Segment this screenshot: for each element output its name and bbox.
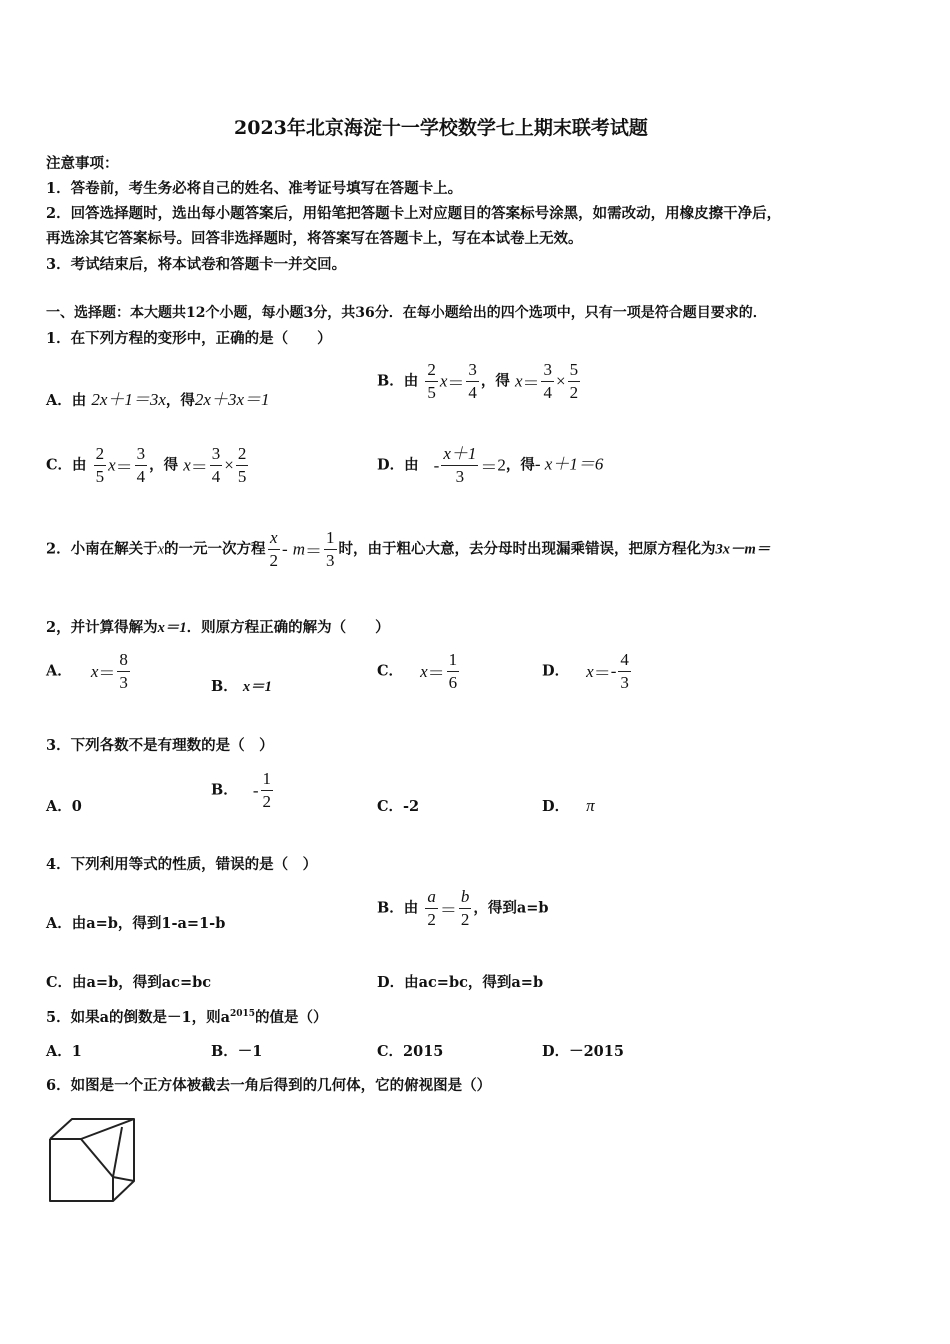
equation: 2x＋1＝3x bbox=[91, 390, 166, 409]
fraction: $\frac{3}{4}$ bbox=[468, 360, 477, 402]
fraction: $\frac{x+1}{3}$ bbox=[443, 444, 477, 486]
fraction: $\frac{3}{4}$ bbox=[543, 360, 552, 402]
option-label: B．由 bbox=[377, 899, 419, 917]
fraction: $\frac{4}{3}$ bbox=[620, 650, 629, 692]
fraction: $\frac{a}{2}$ bbox=[427, 887, 436, 929]
fraction: $\frac{b}{2}$ bbox=[460, 887, 470, 929]
option-label: B． bbox=[211, 781, 238, 799]
q1-option-c[interactable]: C．由 $\frac{2}{5}$ x＝ $\frac{3}{4}$ ，得 x＝ $\frac{3}{4}$ × $\frac{2}{5}$ bbox=[46, 444, 247, 486]
notice-item: 2．回答选择题时，选出每小题答案后，用铅笔把答题卡上对应题目的答案标号涂黑，如需改动，用橡皮擦干净后， bbox=[46, 205, 782, 222]
fraction: $\frac{2}{5}$ bbox=[237, 444, 247, 486]
q2-option-c[interactable]: C． x＝ $\frac{1}{6}$ bbox=[377, 650, 458, 692]
q2-option-b[interactable]: B． x＝1 bbox=[211, 678, 272, 695]
fraction: $\frac{1}{3}$ bbox=[326, 528, 335, 570]
question-5-stem: 5．如果a的倒数是－1，则$a^{2015}$的值是（） bbox=[46, 1009, 328, 1026]
question-1-stem: 1．在下列方程的变形中，正确的是（ ） bbox=[46, 330, 332, 347]
q3-option-c[interactable]: C．-2 bbox=[377, 798, 420, 815]
cube-figure bbox=[46, 1115, 138, 1205]
q2-option-d[interactable]: D． x＝- $\frac{4}{3}$ bbox=[542, 650, 629, 692]
option-label: A．由 bbox=[46, 392, 87, 409]
q4-option-c[interactable]: C．由a=b，得到ac=bc bbox=[46, 974, 212, 991]
q3-option-b[interactable]: B． - $\frac{1}{2}$ bbox=[211, 769, 271, 811]
option-label: B． bbox=[211, 678, 238, 695]
notice-item: 1．答卷前，考生务必将自己的姓名、准考证号填写在答题卡上。 bbox=[46, 180, 463, 197]
section-heading: 一、选择题：本大题共12个小题，每小题3分，共36分．在每小题给出的四个选项中，只有一项是符合题目要求的． bbox=[46, 305, 767, 321]
equation: 2x＋3x＝1 bbox=[194, 390, 270, 409]
notice-heading: 注意事项： bbox=[46, 155, 119, 172]
q5-option-c[interactable]: C．2015 bbox=[377, 1043, 444, 1060]
notice-item: 3．考试结束后，将本试卷和答题卡一并交回。 bbox=[46, 256, 347, 273]
fraction: $\frac{8}{3}$ bbox=[119, 650, 128, 692]
q4-option-d[interactable]: D．由ac=bc，得到a=b bbox=[377, 974, 544, 991]
option-label: A． bbox=[46, 662, 72, 680]
option-text: ，得 bbox=[149, 456, 179, 474]
q5-option-b[interactable]: B．－1 bbox=[211, 1043, 263, 1060]
option-label: B．由 bbox=[377, 372, 419, 390]
option-text: ，得 bbox=[165, 392, 195, 409]
option-label: C． bbox=[377, 662, 404, 680]
notice-item: 再选涂其它答案标号。回答非选择题时，将答案写在答题卡上，写在本试卷上无效。 bbox=[46, 230, 583, 247]
option-label: D．由 bbox=[377, 456, 419, 474]
pi-symbol: π bbox=[586, 796, 595, 815]
q4-option-b[interactable]: B．由 $\frac{a}{2}$ ＝ $\frac{b}{2}$ ，得到a=b bbox=[377, 887, 549, 929]
option-label: C．由 bbox=[46, 456, 87, 474]
q1-option-a[interactable] bbox=[46, 385, 270, 410]
option-text: ，得 bbox=[480, 372, 510, 390]
page-title: 2023年北京海淀十一学校数学七上期末联考试题 bbox=[234, 117, 648, 139]
q3-option-a[interactable]: A．0 bbox=[46, 798, 82, 815]
question-6-stem: 6．如图是一个正方体被截去一角后得到的几何体，它的俯视图是（） bbox=[46, 1077, 492, 1094]
question-2-stem: 2．小南在解关于x的一元一次方程 $\frac{x}{2}$ - m＝ $\frac{1}{3}$ 时，由于粗心大意，去分母时出现漏乘错误，把原方程化为3x－m＝ bbox=[46, 528, 771, 570]
option-label: D． bbox=[542, 798, 570, 815]
q1-option-b[interactable]: B．由 $\frac{2}{5}$ x＝ $\frac{3}{4}$ ，得 x＝ $\frac{3}{4}$ × $\frac{5}{2}$ bbox=[377, 360, 579, 402]
option-label: D． bbox=[542, 662, 570, 680]
fraction: $\frac{5}{2}$ bbox=[569, 360, 579, 402]
fraction: $\frac{3}{4}$ bbox=[211, 444, 221, 486]
option-text: ，得 bbox=[505, 456, 535, 474]
fraction: $\frac{1}{6}$ bbox=[448, 650, 458, 692]
fraction: $\frac{2}{5}$ bbox=[95, 444, 105, 486]
q5-option-a[interactable]: A．1 bbox=[46, 1043, 82, 1060]
fraction: $\frac{3}{4}$ bbox=[136, 444, 146, 486]
question-2-stem-line2: 2，并计算得解为x＝1．则原方程正确的解为（ ） bbox=[46, 619, 390, 636]
equation: - x＋1＝6 bbox=[534, 454, 604, 474]
fraction: $\frac{2}{5}$ bbox=[427, 360, 436, 402]
fraction: $\frac{x}{2}$ bbox=[269, 528, 279, 570]
q5-option-d[interactable]: D．－2015 bbox=[542, 1043, 624, 1060]
question-3-stem: 3．下列各数不是有理数的是（ ） bbox=[46, 737, 274, 754]
q2-option-a[interactable]: A． x＝ $\frac{8}{3}$ bbox=[46, 650, 128, 692]
q1-option-d[interactable]: D．由 - $\frac{x+1}{3}$ ＝2，得- x＋1＝6 bbox=[377, 444, 604, 486]
q4-option-a[interactable]: A．由a=b，得到1-a=1-b bbox=[46, 915, 226, 932]
option-text: ，得到a=b bbox=[473, 899, 549, 917]
fraction: $\frac{1}{2}$ bbox=[262, 769, 271, 811]
q3-option-d[interactable] bbox=[542, 795, 595, 816]
question-4-stem: 4．下列利用等式的性质，错误的是（ ） bbox=[46, 856, 318, 873]
